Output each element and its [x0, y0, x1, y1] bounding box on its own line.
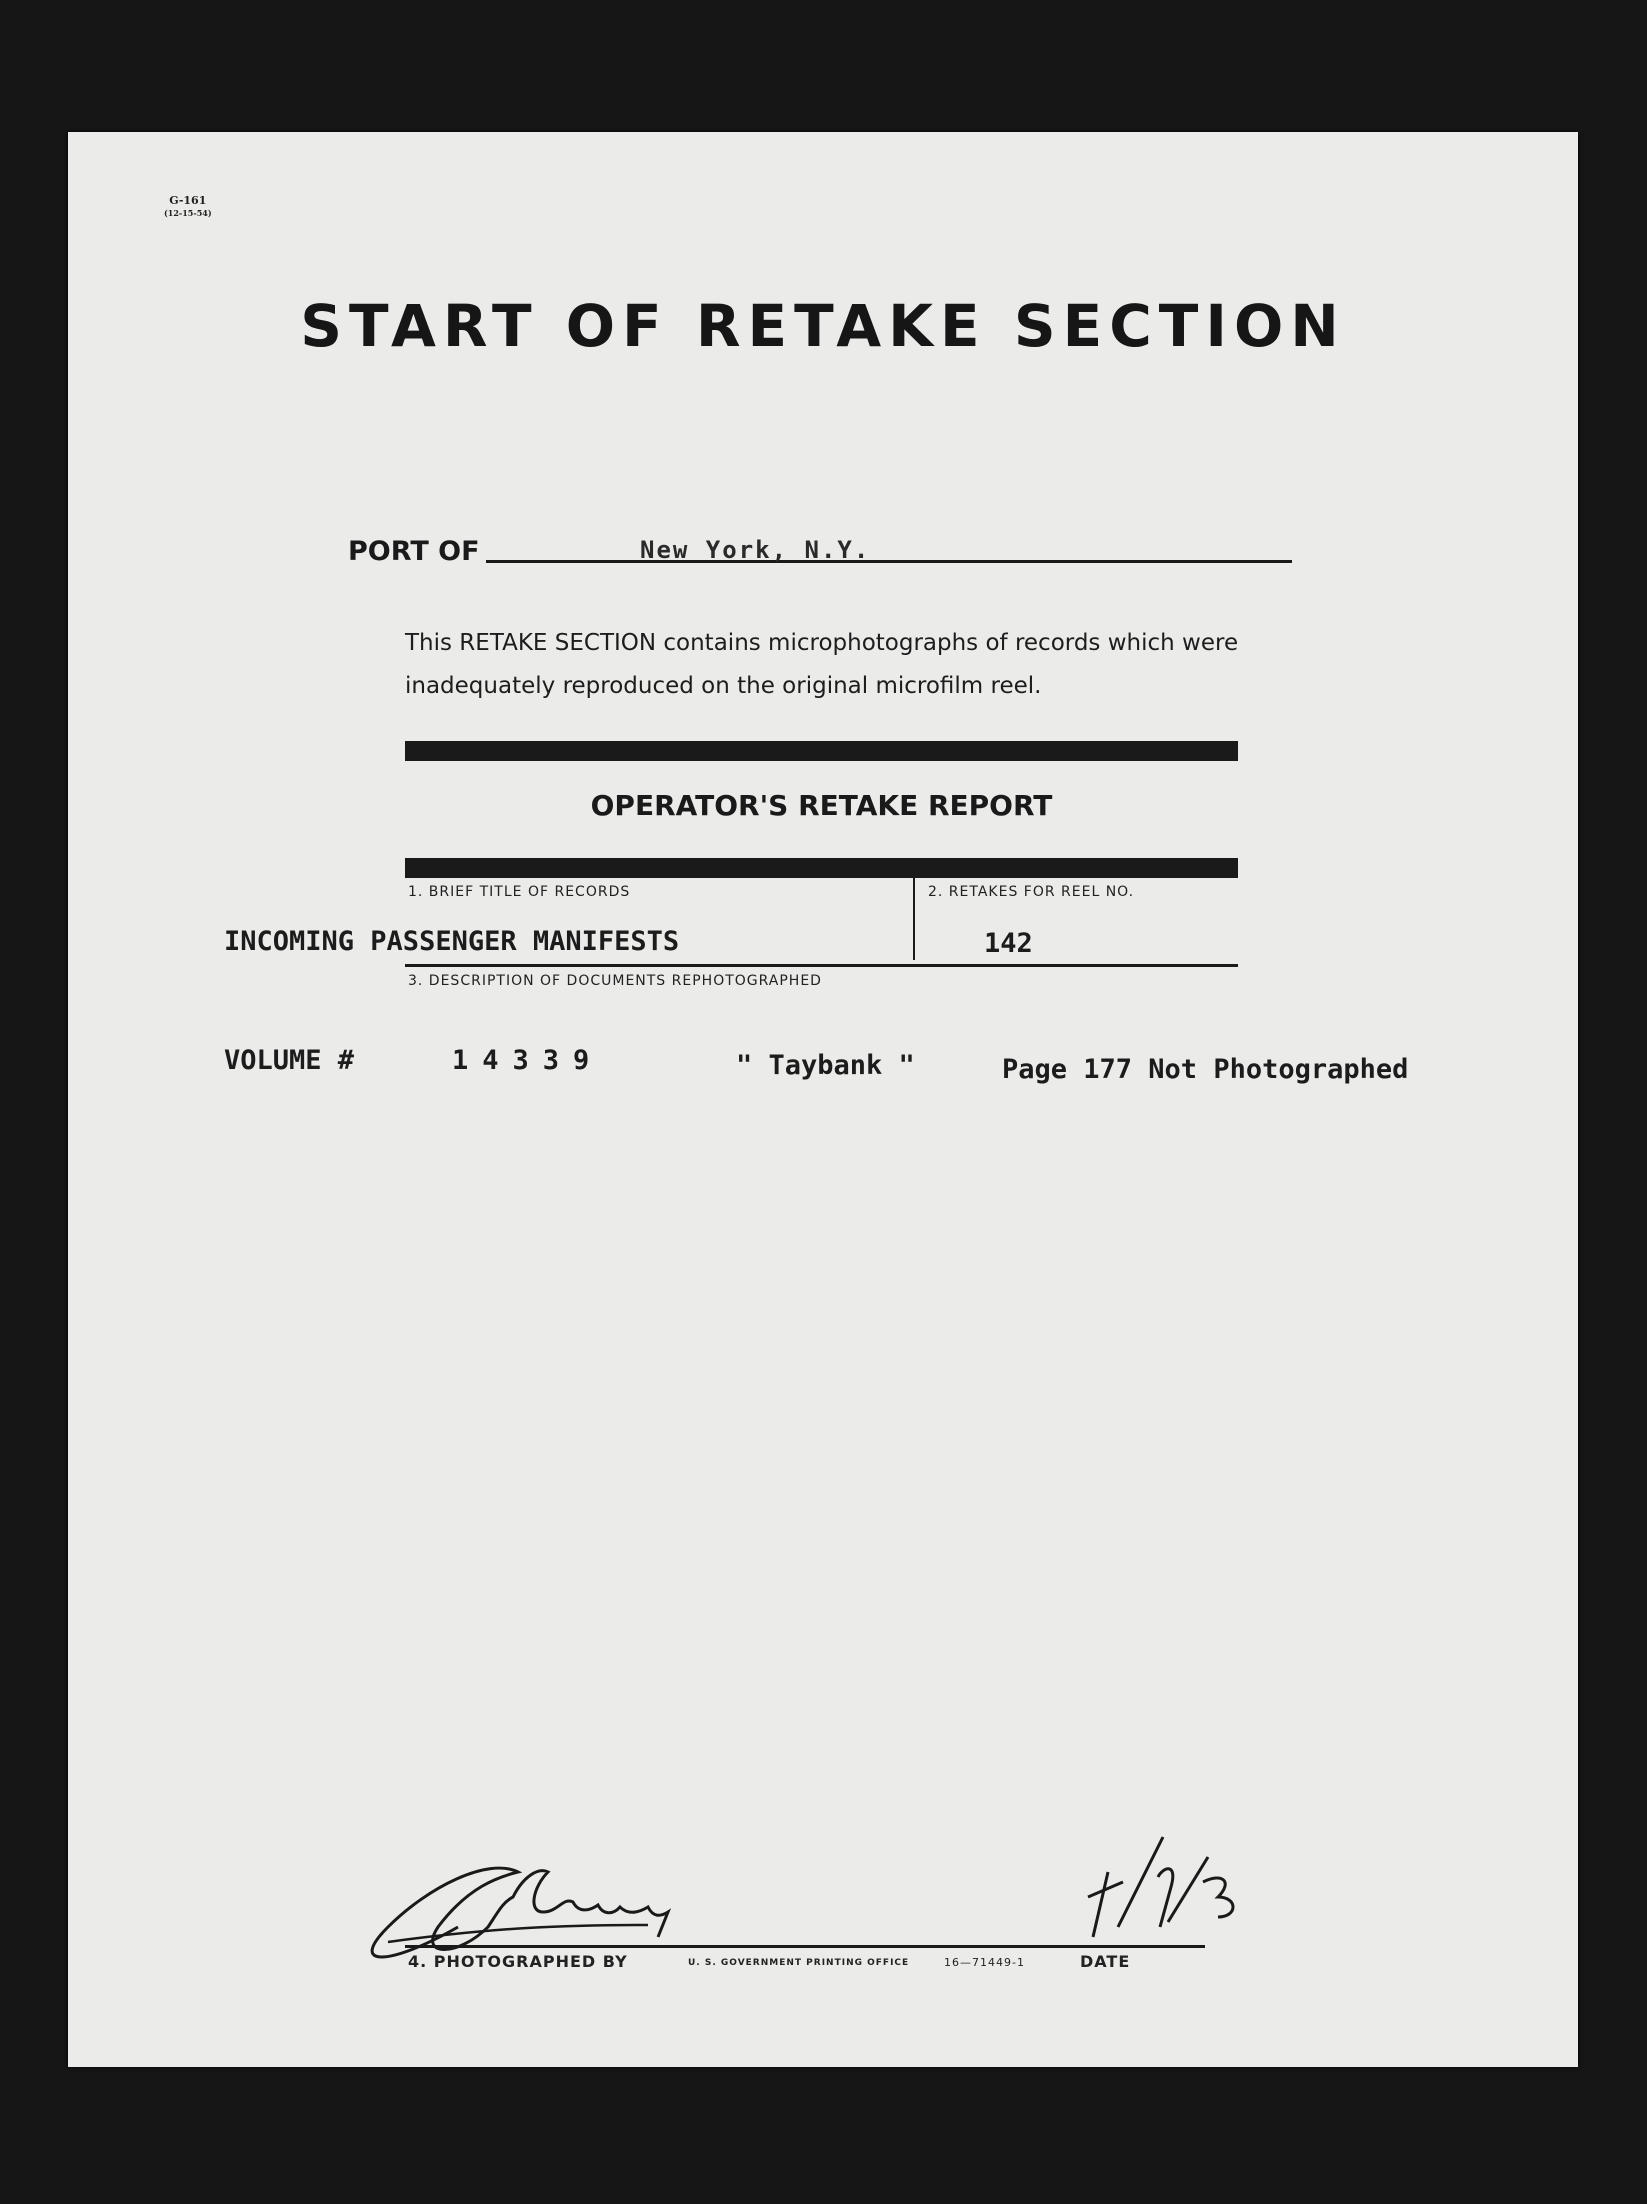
port-value: New York, N.Y.: [640, 536, 871, 564]
form-number: [164, 195, 212, 219]
form-number-text: G-161: [169, 194, 207, 207]
ship-name: " Taybank ": [736, 1050, 915, 1081]
intro-line-1: This RETAKE SECTION contains microphotographs of records which were: [405, 630, 1239, 656]
field-divider: [913, 878, 915, 960]
volume-number: 14339: [452, 1045, 604, 1076]
page-title: START OF RETAKE SECTION: [300, 292, 1346, 360]
intro-line-2: inadequately reproduced on the original microfilm reel.: [405, 673, 1042, 699]
divider-bar-report: [405, 858, 1238, 878]
date-label: DATE: [1080, 1952, 1131, 1971]
gpo-imprint: U. S. GOVERNMENT PRINTING OFFICE: [688, 1958, 910, 1968]
field2-label: 2. RETAKES FOR REEL NO.: [928, 884, 1135, 900]
port-underline: [486, 560, 1292, 563]
field3-label: 3. DESCRIPTION OF DOCUMENTS REPHOTOGRAPHED: [408, 973, 822, 989]
page-note: Page 177 Not Photographed: [1002, 1054, 1409, 1085]
divider-bar-top: [405, 741, 1238, 761]
signature-line: [405, 1945, 1205, 1948]
form-code: 16—71449-1: [944, 1956, 1025, 1969]
field4-label: 4. PHOTOGRAPHED BY: [408, 1952, 628, 1971]
records-title-value: INCOMING PASSENGER MANIFESTS: [224, 926, 680, 957]
intro-text: [405, 622, 1305, 708]
field1-label: 1. BRIEF TITLE OF RECORDS: [408, 884, 631, 900]
reel-number-value: 142: [984, 928, 1033, 959]
retake-form-page: [68, 132, 1578, 2067]
field-rule: [405, 964, 1238, 967]
port-label: PORT OF: [348, 536, 480, 567]
volume-label: VOLUME #: [224, 1045, 355, 1076]
form-date-text: (12-15-54): [164, 208, 212, 218]
report-heading: OPERATOR'S RETAKE REPORT: [590, 789, 1053, 822]
